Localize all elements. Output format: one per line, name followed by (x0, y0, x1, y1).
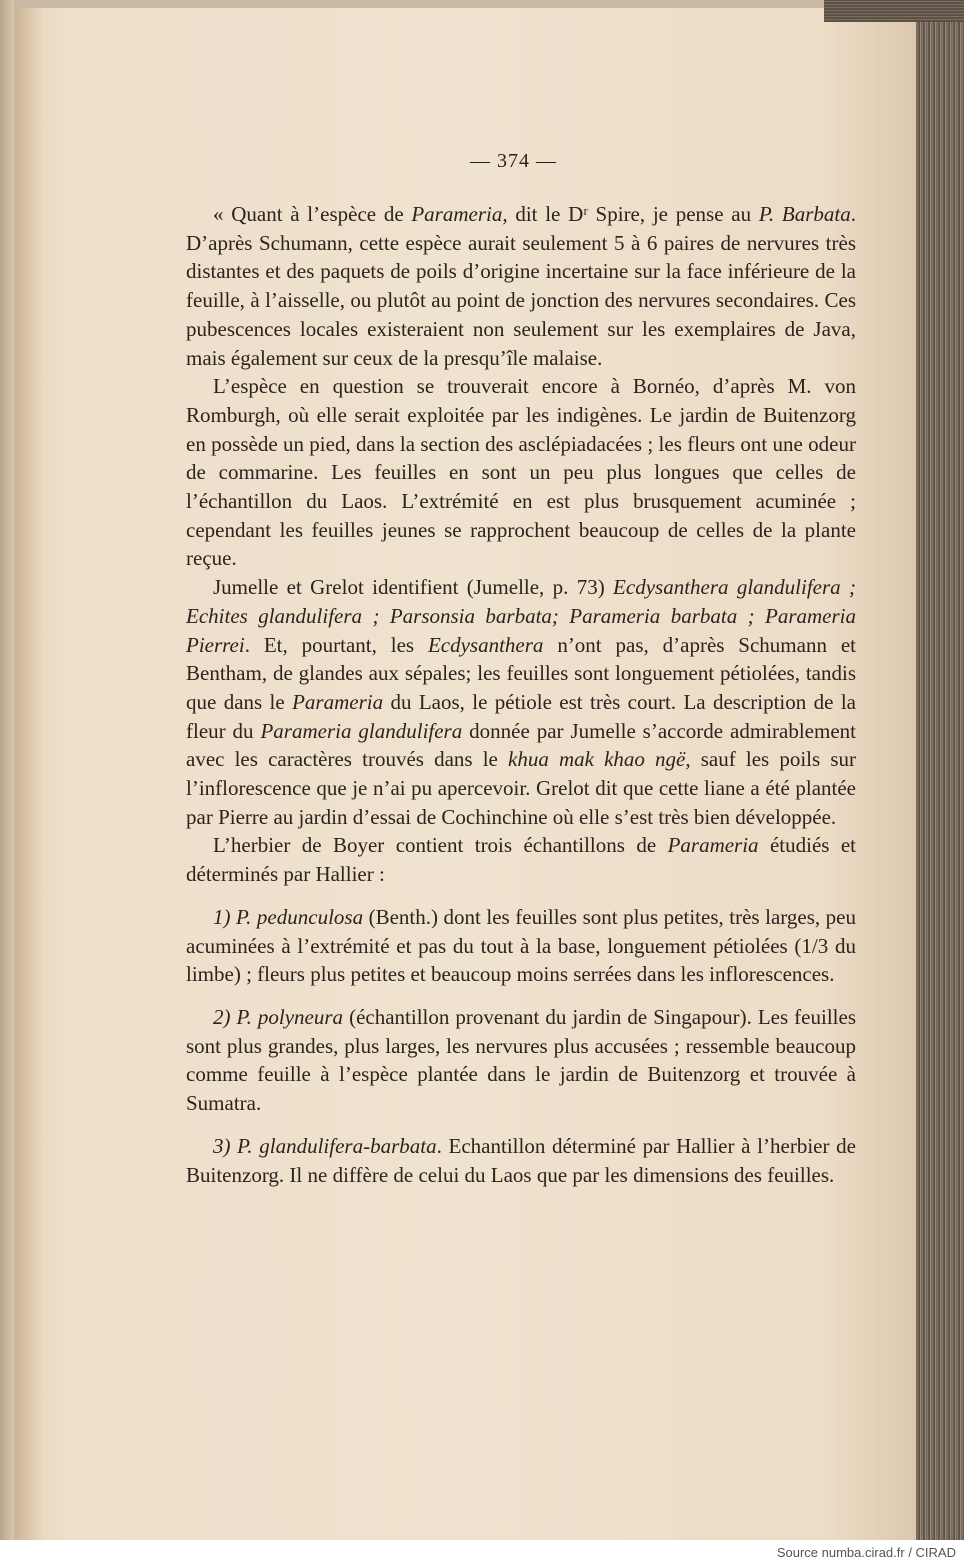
book-page-edges-top (824, 0, 964, 22)
paragraph (186, 831, 856, 888)
text-run: (Benth.) dont les feuilles sont plus petites, très larges, peu acuminées à l’extrémité et pas du tout à la base, longuement pétiolées (1/3 du limbe) ; fleurs plus petites et beaucoup moins serrées dans les inflorescences. (186, 904, 856, 987)
text-run: Jumelle et Grelot identifient (Jumelle, p. 73) (213, 575, 614, 600)
italic-text: 2) P. polyneura (213, 1004, 344, 1029)
text-run: , dit le Dʳ Spire, je pense au (502, 202, 759, 226)
text-run: du Laos, le pétiole est très court. La description de la fleur du (186, 689, 856, 743)
italic-text: Parameria (292, 689, 384, 714)
source-credit: Source numba.cirad.fr / CIRAD (776, 1545, 956, 1560)
paragraph (186, 200, 856, 372)
specimen-list-item (186, 1132, 856, 1189)
text-run: , sauf les poils sur l’inflorescence que je n’ai pu apercevoir. Grelot dit que cette liane a été plantée par Pierre au jardin d’essai de Cochinchine où elle s’est très bien développée. (186, 747, 856, 829)
text-run: n’ont pas, d’après Schumann et Bentham, de glandes aux sépales; les feuilles sont longuement pétiolées, tandis que dans le (186, 632, 856, 714)
italic-text: P. Barbata (758, 202, 851, 226)
italic-text: khua mak khao ngë (508, 747, 686, 772)
italic-text: Parameria glandulifera (260, 718, 463, 743)
text-run: étudiés et déterminés par Hallier : (186, 833, 856, 887)
text-run: . Echantillon déterminé par Hallier à l’herbier de Buitenzorg. Il ne diffère de celui du Laos que par les dimensions des feuilles. (186, 1133, 856, 1187)
italic-text: Parameria (667, 833, 759, 858)
page-number: — 374 — (470, 150, 557, 172)
italic-text: Ecdysanthera glandulifera ; Echites glandulifera ; Parsonsia barbata; Parameria barbata ; Parameria Pierrei (186, 575, 857, 657)
italic-text: Ecdysanthera (427, 632, 544, 657)
text-run: L’herbier de Boyer contient trois échantillons de (213, 833, 668, 858)
italic-text: 3) P. glandulifera-barbata (213, 1133, 437, 1158)
page-fold-shadow (14, 8, 44, 1540)
text-run: . Et, pourtant, les (244, 632, 428, 657)
book-page-edges (916, 0, 964, 1540)
text-run: L’espèce en question se trouverait encore à Bornéo, d’après M. von Romburgh, où elle serait exploitée par les indigènes. Le jardin de Buitenzorg en possède un pied, dans la section des asclépiadacées ; les fleurs ont une odeur de commarine. Les feuilles en sont un peu plus longues que celles de l’échantillon du Laos. L’extrémité en est plus brusquement acuminée ; cependant les feuilles jeunes se rapprochent beaucoup de celles de la plante reçue. (186, 374, 856, 571)
specimen-list-item (186, 1003, 856, 1118)
book-left-edge (0, 0, 14, 1540)
text-run: . D’après Schumann, cette espèce aurait seulement 5 à 6 paires de nervures très distantes et des paquets de poils d’origine incertaine sur la face inférieure de la feuille, à l’aisselle, ou plutôt au point de jonction des nervures secondaires. Ces pubescences locales existeraient non seulement sur les exemplaires de Java, mais également sur ceux de la presqu’île malaise. (186, 202, 856, 370)
paragraph (186, 573, 856, 831)
text-run: donnée par Jumelle s’accorde admirablement avec les caractères trouvés dans le (186, 718, 856, 772)
paragraph (186, 372, 856, 573)
text-run: (échantillon provenant du jardin de Singapour). Les feuilles sont plus grandes, plus larges, les nervures plus accusées ; ressemble beaucoup comme feuille à l’espèce plantée dans le jardin de Buitenzorg et trouvée à Sumatra. (186, 1004, 856, 1116)
specimen-list-item (186, 903, 856, 989)
italic-text: 1) P. pedunculosa (213, 904, 364, 929)
text-run: « Quant à l’espèce de (213, 202, 412, 226)
body-text (186, 200, 856, 1189)
italic-text: Parameria (411, 202, 503, 226)
